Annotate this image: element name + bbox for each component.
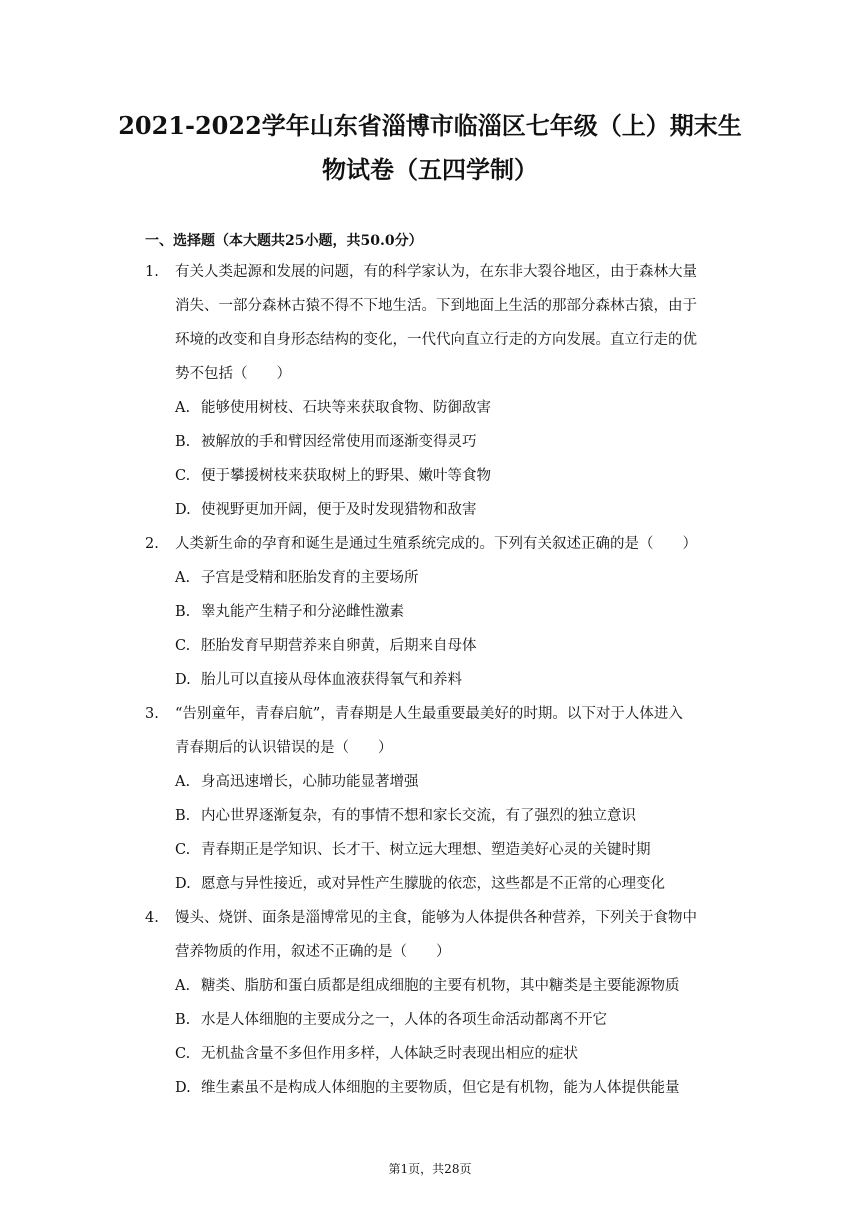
option-text: 愿意与异性接近，或对异性产生朦胧的依恋，这些都是不正常的心理变化 (201, 876, 665, 892)
option-text: 睾丸能产生精子和分泌雌性激素 (201, 604, 404, 620)
question-text-line: 势不包括（ ） (175, 366, 291, 382)
answer-option (175, 669, 720, 691)
option-letter: D. (175, 672, 191, 688)
option-text: 胚胎发育早期营养来自卵黄，后期来自母体 (201, 638, 477, 654)
option-text: 维生素虽不是构成人体细胞的主要物质，但它是有机物，能为人体提供能量 (201, 1080, 680, 1096)
option-letter: C. (175, 468, 191, 484)
option-letter: A. (175, 978, 191, 994)
question-text-line: 消失、一部分森林古猿不得不下地生活。下到地面上生活的那部分森林古猿，由于 (175, 298, 697, 314)
option-text: 使视野更加开阔，便于及时发现猎物和敌害 (201, 502, 477, 518)
question-text-line: 人类新生命的孕育和诞生是通过生殖系统完成的。下列有关叙述正确的是（ ） (175, 536, 697, 552)
question-text-line: 有关人类起源和发展的问题，有的科学家认为，在东非大裂谷地区，由于森林大量 (175, 264, 697, 280)
option-letter: C. (175, 638, 191, 654)
option-text: 被解放的手和臂因经常使用而逐渐变得灵巧 (201, 434, 477, 450)
option-text: 身高迅速增长，心肺功能显著增强 (201, 774, 419, 790)
option-text: 子宫是受精和胚胎发育的主要场所 (201, 570, 419, 586)
question-text-line: 营养物质的作用，叙述不正确的是（ ） (175, 944, 451, 960)
option-text: 胎儿可以直接从母体血液获得氧气和养料 (201, 672, 462, 688)
option-letter: B. (175, 434, 191, 450)
question-number: 2. (145, 536, 159, 552)
answer-option (175, 771, 720, 793)
question-number: 4. (145, 910, 159, 926)
page-title-line-2: 物试卷（五四学制） (322, 155, 538, 184)
option-letter: D. (175, 502, 191, 518)
option-letter: B. (175, 604, 191, 620)
option-letter: D. (175, 876, 191, 892)
option-letter: A. (175, 400, 191, 416)
answer-option (175, 873, 720, 895)
option-letter: B. (175, 808, 191, 824)
page-footer: 第1页，共28页 (388, 1162, 472, 1176)
option-text: 糖类、脂肪和蛋白质都是组成细胞的主要有机物，其中糖类是主要能源物质 (201, 978, 680, 994)
answer-option (175, 635, 720, 657)
section-heading: 一、选择题（本大题共25小题，共50.0分） (145, 233, 423, 249)
page-title-line-1: 2021-2022学年山东省淄博市临淄区七年级（上）期末生 (118, 111, 742, 140)
option-text: 无机盐含量不多但作用多样，人体缺乏时表现出相应的症状 (201, 1046, 578, 1062)
answer-option (175, 431, 720, 453)
answer-option (175, 975, 720, 997)
answer-option (175, 1009, 720, 1031)
option-letter: A. (175, 570, 191, 586)
question-text-line: 馒头、烧饼、面条是淄博常见的主食，能够为人体提供各种营养，下列关于食物中 (175, 910, 697, 926)
question-number: 3. (145, 706, 159, 722)
answer-option (175, 1043, 720, 1065)
option-letter: B. (175, 1012, 191, 1028)
option-text: 水是人体细胞的主要成分之一，人体的各项生命活动都离不开它 (201, 1012, 607, 1028)
option-text: 能够使用树枝、石块等来获取食物、防御敌害 (201, 400, 491, 416)
option-text: 便于攀援树枝来获取树上的野果、嫩叶等食物 (201, 468, 491, 484)
question-number: 1. (145, 264, 159, 280)
option-letter: D. (175, 1080, 191, 1096)
answer-option (175, 805, 720, 827)
answer-option (175, 465, 720, 487)
option-letter: C. (175, 842, 191, 858)
question-text-line: 环境的改变和自身形态结构的变化，一代代向直立行走的方向发展。直立行走的优 (175, 332, 697, 348)
answer-option (175, 839, 720, 861)
option-text: 青春期正是学知识、长才干、树立远大理想、塑造美好心灵的关键时期 (201, 842, 651, 858)
option-letter: A. (175, 774, 191, 790)
question-text-line: 青春期后的认识错误的是（ ） (175, 740, 393, 756)
answer-option (175, 1077, 720, 1099)
answer-option (175, 397, 720, 419)
answer-option (175, 601, 720, 623)
question-text-line: “告别童年，青春启航”，青春期是人生最重要最美好的时期。以下对于人体进入 (175, 706, 683, 722)
answer-option (175, 567, 720, 589)
option-text: 内心世界逐渐复杂，有的事情不想和家长交流，有了强烈的独立意识 (201, 808, 636, 824)
answer-option (175, 499, 720, 521)
option-letter: C. (175, 1046, 191, 1062)
